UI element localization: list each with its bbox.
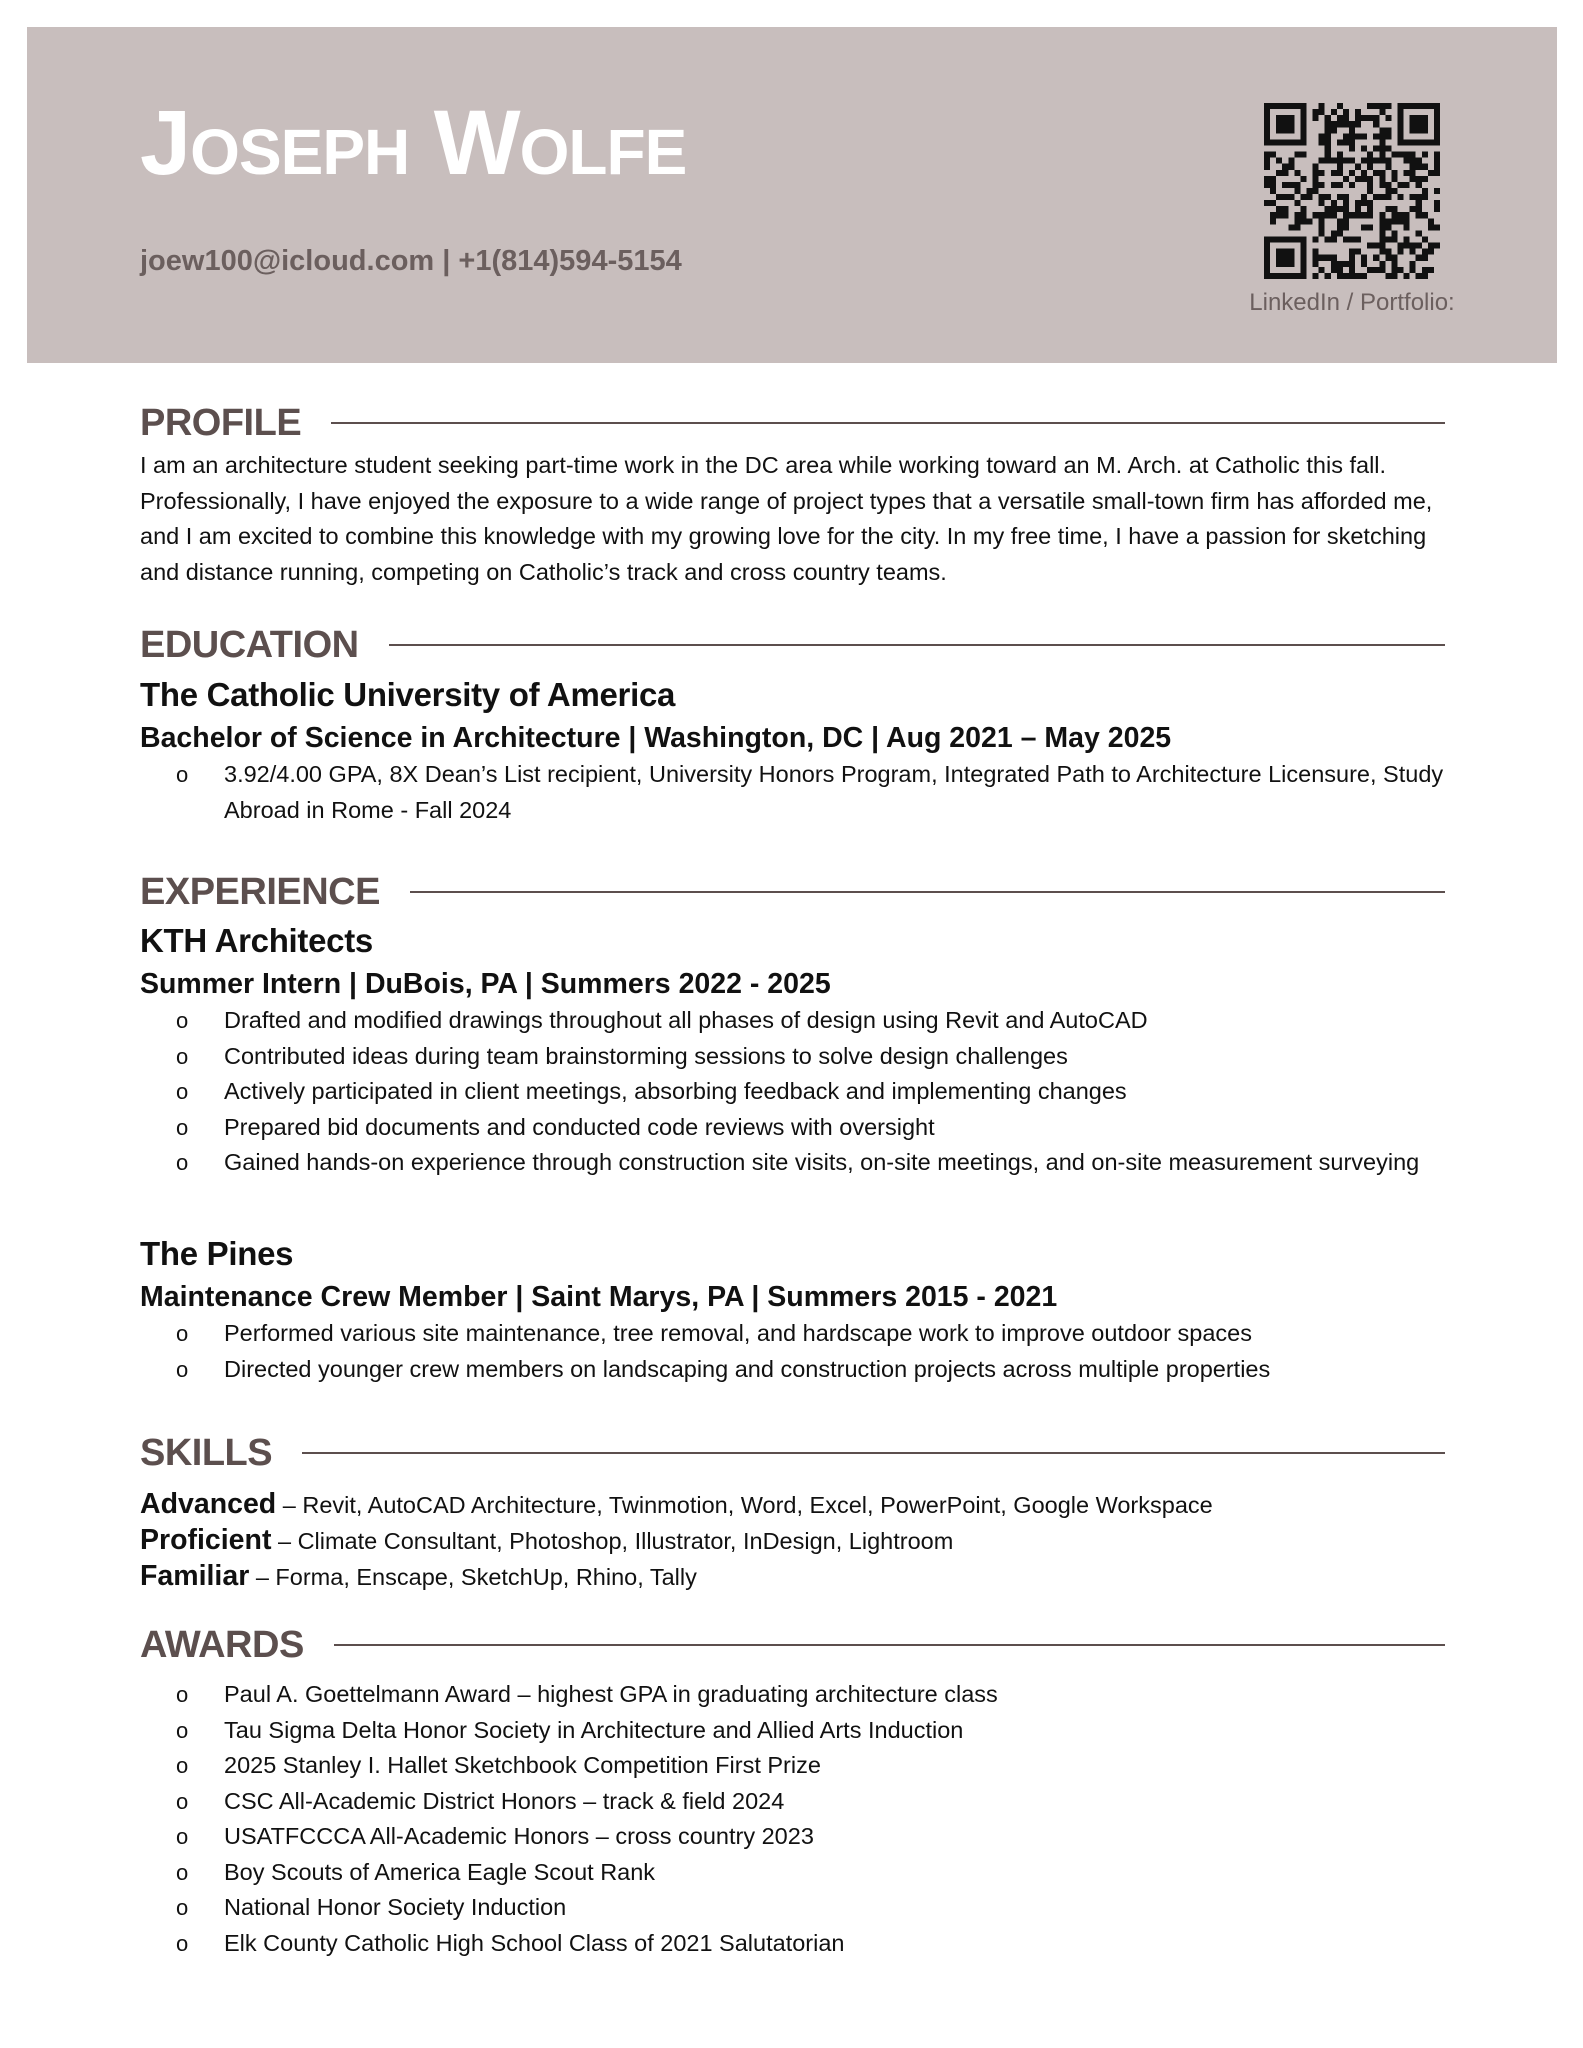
degree-line: Bachelor of Science in Architecture | Washington, DC | Aug 2021 – May 2025 bbox=[140, 722, 1172, 754]
list-item bbox=[140, 1890, 1450, 1926]
list-item-text: Directed younger crew members on landscaping and construction projects across multiple properties bbox=[224, 1355, 1271, 1382]
section-title: PROFILE bbox=[140, 401, 302, 444]
list-item bbox=[140, 1677, 1450, 1713]
profile-section bbox=[140, 448, 1450, 590]
section-title: EDUCATION bbox=[140, 623, 359, 666]
list-item-text: Tau Sigma Delta Honor Society in Architecture and Allied Arts Induction bbox=[224, 1716, 964, 1743]
list-item-text: Boy Scouts of America Eagle Scout Rank bbox=[224, 1858, 656, 1885]
header-band bbox=[27, 27, 1557, 363]
section-title: AWARDS bbox=[140, 1623, 304, 1666]
job-bullets bbox=[140, 1316, 1450, 1387]
bullet-icon: o bbox=[176, 762, 189, 787]
list-item bbox=[140, 1316, 1450, 1352]
skill-level: Advanced bbox=[140, 1488, 277, 1520]
job-role: Maintenance Crew Member | Saint Marys, PA | Summers 2015 - 2021 bbox=[140, 1281, 1058, 1313]
list-item bbox=[140, 1110, 1450, 1146]
awards-section bbox=[140, 1677, 1450, 1961]
list-item-text: 3.92/4.00 GPA, 8X Dean’s List recipient, University Honors Program, Integrated Path to Architecture Licensure, Study Abroad in Rome - Fall 2024 bbox=[224, 761, 1444, 823]
bullet-icon: o bbox=[176, 1150, 189, 1175]
profile-text: I am an architecture student seeking part-time work in the DC area while working toward an M. Arch. at Catholic this fall. Professionally, I have enjoyed the exposure to a wide range of project types that a versatile small-town firm has afforded me, and I am excited to combine this knowledge with my growing love for the city. In my free time, I have a passion for sketching and distance running, competing on Catholic’s track and cross country teams. bbox=[140, 452, 1433, 585]
list-item-text: Drafted and modified drawings throughout all phases of design using Revit and AutoCAD bbox=[224, 1007, 1148, 1033]
awards-heading bbox=[140, 1620, 1445, 1670]
first-name: Joseph bbox=[140, 92, 410, 194]
bullet-icon: o bbox=[176, 1895, 189, 1920]
education-bullets bbox=[140, 757, 1450, 828]
list-item-text: CSC All-Academic District Honors – track & field 2024 bbox=[224, 1787, 785, 1814]
bullet-icon: o bbox=[176, 1321, 189, 1346]
skill-level: Proficient bbox=[140, 1524, 272, 1556]
list-item bbox=[140, 1074, 1450, 1110]
bullet-icon: o bbox=[176, 1682, 189, 1707]
skill-items: – Forma, Enscape, SketchUp, Rhino, Tally bbox=[249, 1564, 697, 1590]
employer-name: The Pines bbox=[140, 1235, 294, 1272]
qr-label: LinkedIn / Portfolio: bbox=[1249, 289, 1455, 316]
candidate-name bbox=[140, 92, 687, 194]
skills-section bbox=[140, 1487, 1450, 1595]
job-role: Summer Intern | DuBois, PA | Summers 2022 - 2025 bbox=[140, 968, 831, 1000]
skill-row-familiar bbox=[140, 1559, 1450, 1595]
experience-heading bbox=[140, 867, 1445, 917]
qr-code-icon[interactable] bbox=[1264, 103, 1440, 279]
list-item bbox=[140, 1039, 1450, 1075]
section-rule bbox=[331, 422, 1445, 424]
section-rule bbox=[302, 1452, 1445, 1454]
award-bullets bbox=[140, 1677, 1450, 1961]
list-item bbox=[140, 1784, 1450, 1820]
section-title: EXPERIENCE bbox=[140, 870, 380, 913]
list-item-text: Paul A. Goettelmann Award – highest GPA in graduating architecture class bbox=[224, 1681, 998, 1707]
section-rule bbox=[410, 891, 1445, 893]
bullet-icon: o bbox=[176, 1824, 189, 1849]
list-item-text: Contributed ideas during team brainstorming sessions to solve design challenges bbox=[224, 1042, 1068, 1069]
bullet-icon: o bbox=[176, 1114, 189, 1140]
last-name: Wolfe bbox=[433, 92, 687, 194]
bullet-icon: o bbox=[176, 1008, 189, 1033]
education-heading bbox=[140, 620, 1445, 670]
skills-heading bbox=[140, 1428, 1445, 1478]
section-title: SKILLS bbox=[140, 1431, 273, 1474]
list-item bbox=[140, 1713, 1450, 1749]
profile-heading bbox=[140, 398, 1445, 448]
list-item-text: Performed various site maintenance, tree removal, and hardscape work to improve outdoor spaces bbox=[224, 1320, 1252, 1346]
list-item bbox=[140, 1003, 1450, 1039]
list-item-text: National Honor Society Induction bbox=[224, 1894, 567, 1920]
bullet-icon: o bbox=[176, 1079, 189, 1104]
list-item bbox=[140, 1819, 1450, 1855]
bullet-icon: o bbox=[176, 1859, 189, 1885]
skill-row-proficient bbox=[140, 1523, 1450, 1559]
list-item bbox=[140, 1855, 1450, 1891]
section-rule bbox=[334, 1644, 1445, 1646]
bullet-icon: o bbox=[176, 1356, 189, 1382]
job-bullets bbox=[140, 1003, 1450, 1181]
school-name: The Catholic University of America bbox=[140, 676, 676, 713]
bullet-icon: o bbox=[176, 1717, 189, 1743]
list-item-text: Gained hands-on experience through construction site visits, on-site meetings, and on-site measurement surveying bbox=[224, 1149, 1420, 1175]
education-section bbox=[140, 676, 1450, 828]
list-item bbox=[140, 1748, 1450, 1784]
experience-job-pines bbox=[140, 1235, 1450, 1387]
bullet-icon: o bbox=[176, 1043, 189, 1069]
list-item bbox=[140, 757, 1450, 828]
skill-items: – Revit, AutoCAD Architecture, Twinmotion, Word, Excel, PowerPoint, Google Workspace bbox=[276, 1492, 1213, 1518]
list-item-text: Prepared bid documents and conducted code reviews with oversight bbox=[224, 1113, 935, 1140]
list-item-text: Elk County Catholic High School Class of 2021 Salutatorian bbox=[224, 1929, 845, 1956]
list-item bbox=[140, 1926, 1450, 1962]
experience-job-kth bbox=[140, 922, 1450, 1181]
list-item-text: Actively participated in client meetings, absorbing feedback and implementing changes bbox=[224, 1078, 1127, 1104]
list-item-text: USATFCCCA All-Academic Honors – cross country 2023 bbox=[224, 1823, 814, 1849]
list-item-text: 2025 Stanley I. Hallet Sketchbook Competition First Prize bbox=[224, 1752, 821, 1778]
bullet-icon: o bbox=[176, 1788, 189, 1814]
skill-row-advanced bbox=[140, 1487, 1450, 1523]
list-item bbox=[140, 1352, 1450, 1388]
employer-name: KTH Architects bbox=[140, 922, 373, 959]
bullet-icon: o bbox=[176, 1753, 189, 1778]
section-rule bbox=[389, 644, 1445, 646]
contact-info: joew100@icloud.com | +1(814)594-5154 bbox=[140, 245, 682, 277]
skill-items: – Climate Consultant, Photoshop, Illustrator, InDesign, Lightroom bbox=[271, 1528, 954, 1554]
bullet-icon: o bbox=[176, 1930, 189, 1956]
list-item bbox=[140, 1145, 1450, 1181]
skill-level: Familiar bbox=[140, 1560, 250, 1592]
